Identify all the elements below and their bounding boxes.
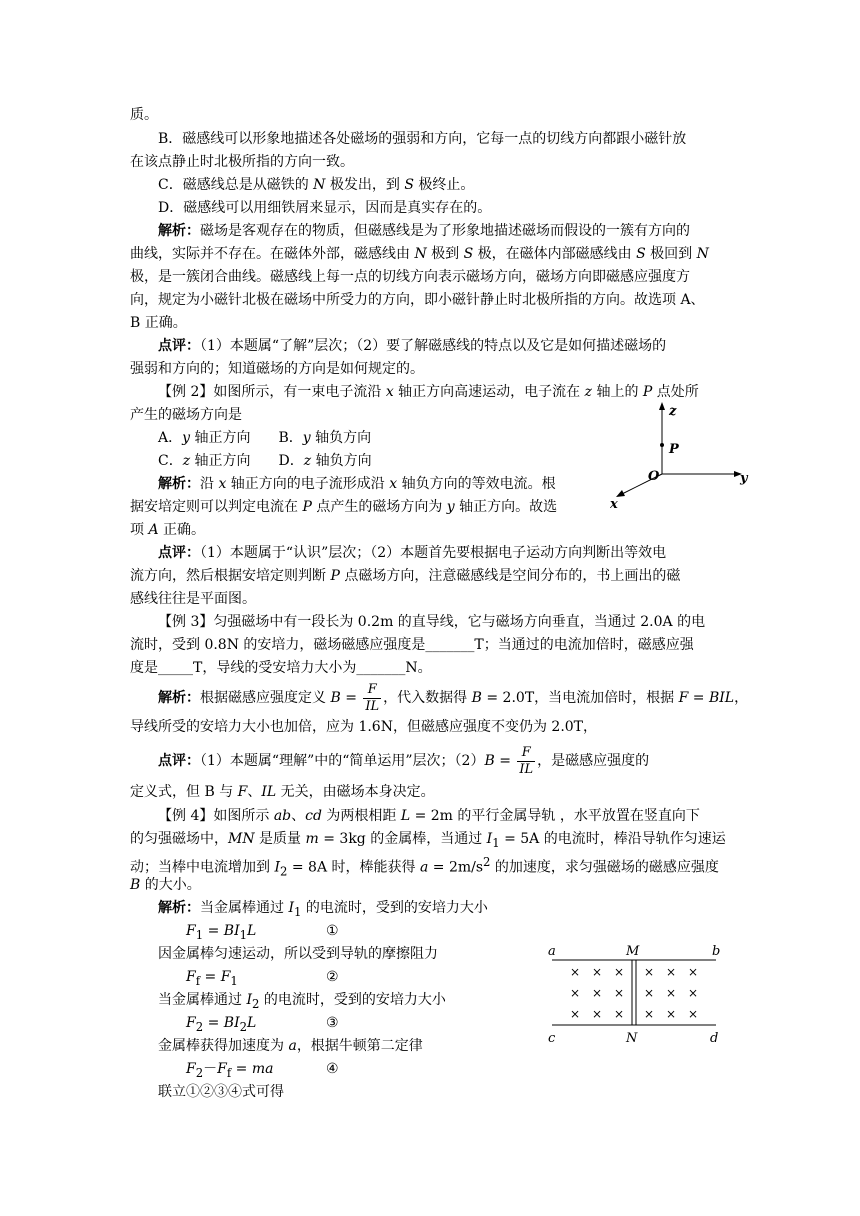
rails-figure bbox=[540, 938, 730, 1048]
label-a: a bbox=[548, 944, 556, 959]
label-d: d bbox=[710, 1031, 719, 1046]
text-line: 流方向，然后根据安培定则判断 P 点磁场方向，注意磁感线是空间分布的，书上画出的磁 bbox=[130, 568, 681, 584]
y-label: y bbox=[740, 471, 748, 486]
z-arrow bbox=[659, 402, 665, 410]
cross-mark: × bbox=[688, 965, 699, 979]
o-label: O bbox=[648, 469, 660, 484]
cross-mark: × bbox=[644, 986, 655, 1000]
z-label: z bbox=[669, 404, 677, 419]
text-line: 曲线，实际并不存在。在磁体外部，磁感线由 N 极到 S 极，在磁体内部磁感线由 S 极回到 N bbox=[130, 246, 709, 262]
fraction: $\frac{F}{IL}$ bbox=[365, 681, 380, 714]
option-c: C．磁感线总是从磁铁的 N 极发出，到 S 极终止。 bbox=[158, 177, 475, 193]
cross-mark: × bbox=[688, 986, 699, 1000]
text-line: 质。 bbox=[130, 107, 158, 123]
option-b: B．磁感线可以形象地描述各处磁场的强弱和方向，它每一点的切线方向都跟小磁针放 bbox=[158, 131, 687, 147]
cross-mark: × bbox=[666, 1007, 677, 1021]
cross-mark: × bbox=[644, 965, 655, 979]
cross-mark: × bbox=[614, 1007, 625, 1021]
text-line: 因金属棒匀速运动，所以受到导轨的摩擦阻力 bbox=[158, 946, 438, 962]
cross-mark: × bbox=[666, 986, 677, 1000]
options-ab: A．y 轴正方向 B．y 轴负方向 bbox=[158, 430, 372, 446]
text-line: 的匀强磁场中，MN 是质量 m = 3kg 的金属棒，当通过 $I_1 = 5A$ 的电流时，棒沿导轨作匀速运 bbox=[130, 831, 726, 850]
fraction: $\frac{F}{IL}$ bbox=[519, 744, 534, 777]
cross-mark: × bbox=[614, 986, 625, 1000]
cross-mark: × bbox=[592, 1007, 603, 1021]
text-line: 极，是一簇闭合曲线。磁感线上每一点的切线方向表示磁场方向，磁场方向即磁感应强度方 bbox=[130, 269, 690, 285]
option-d: D．磁感线可以用细铁屑来显示，因而是真实存在的。 bbox=[158, 200, 492, 216]
analysis-line: 解析：根据磁感应强度定义 B = $\frac{F}{IL}$ ，代入数据得 B = 2.0T，当电流加倍时，根据 F = BIL， bbox=[158, 681, 749, 714]
text-line: 项 A 正确。 bbox=[130, 522, 206, 538]
text-line: B 的大小。 bbox=[130, 877, 201, 893]
analysis-line: 解析：当金属棒通过 $I_1$ 的电流时，受到的安培力大小 bbox=[158, 900, 488, 919]
cross-mark: × bbox=[570, 986, 581, 1000]
cross-mark: × bbox=[666, 965, 677, 979]
text-line: 联立①②③④式可得 bbox=[158, 1084, 284, 1100]
cross-mark: × bbox=[688, 1007, 699, 1021]
text-line: 当金属棒通过 $I_2$ 的电流时，受到的安培力大小 bbox=[158, 992, 446, 1011]
text-line: 产生的磁场方向是 bbox=[130, 407, 242, 423]
text-line: 感线往往是平面图。 bbox=[130, 591, 256, 607]
equation-1: $F_1 = BI_1L$ ① bbox=[186, 923, 339, 942]
example-3-title: 【例 3】匀强磁场中有一段长为 0.2m 的直导线，它与磁场方向垂直，当通过 2.0A 的电 bbox=[158, 614, 706, 630]
text-line: 强弱和方向的；知道磁场的方向是如何规定的。 bbox=[130, 361, 424, 377]
cross-mark: × bbox=[644, 1007, 655, 1021]
label-m: M bbox=[626, 944, 640, 959]
equation-3: $F_2 = BI_2L$ ③ bbox=[186, 1015, 339, 1034]
text-line: 据安培定则可以判定电流在 P 点产生的磁场方向为 y 轴正方向。故选 bbox=[130, 499, 558, 515]
text-line: 动；当棒中电流增加到 $I_2 = 8A$ 时，棒能获得 $a = 2m/s^2$ 的加速度，求匀强磁场的磁感应强度 bbox=[130, 855, 719, 879]
text-line: 向，规定为小磁针北极在磁场中所受力的方向，即小磁针静止时北极所指的方向。故选项 A、 bbox=[130, 292, 705, 308]
comment-line: 点评：（1）本题属“了解”层次；（2）要了解磁感线的特点以及它是如何描述磁场的 bbox=[158, 338, 667, 354]
label-n: N bbox=[626, 1031, 638, 1046]
equation-4: $F_2-F_f$ = ma ④ bbox=[186, 1061, 339, 1080]
text-line: 定义式，但 B 与 F、IL 无关，由磁场本身决定。 bbox=[130, 784, 435, 800]
text-line: 金属棒获得加速度为 a，根据牛顿第二定律 bbox=[158, 1038, 423, 1054]
cross-mark: × bbox=[570, 1007, 581, 1021]
text-line: 流时，受到 0.8N 的安培力，磁场磁感应强度是_______T；当通过的电流加倍时，磁感应强 bbox=[130, 637, 694, 653]
cross-mark: × bbox=[592, 965, 603, 979]
point-p bbox=[660, 443, 664, 447]
text-line: B 正确。 bbox=[130, 315, 187, 331]
text-line: 导线所受的安培力大小也加倍，应为 1.6N，但磁感应强度不变仍为 2.0T， bbox=[130, 719, 598, 735]
axes-figure bbox=[610, 400, 760, 510]
analysis-line: 解析：磁场是客观存在的物质，但磁感线是为了形象地描述磁场而假设的一簇有方向的 bbox=[158, 223, 690, 239]
options-cd: C．z 轴正方向 D．z 轴负方向 bbox=[158, 453, 372, 469]
x-arrow bbox=[616, 490, 625, 497]
cross-mark: × bbox=[614, 965, 625, 979]
cross-mark: × bbox=[592, 986, 603, 1000]
analysis-line: 解析：沿 x 轴正方向的电子流形成沿 x 轴负方向的等效电流。根 bbox=[158, 476, 556, 492]
comment-line: 点评：（1）本题属“理解”中的“简单运用”层次；（2）B = $\frac{F}{IL}$ ，是磁感应强度的 bbox=[158, 744, 650, 777]
field-crosses bbox=[570, 965, 698, 1021]
text-line: 度是_____T，导线的受安培力大小为_______N。 bbox=[130, 660, 432, 676]
cross-mark: × bbox=[570, 965, 581, 979]
label-b: b bbox=[712, 944, 721, 959]
example-4-title: 【例 4】如图所示 ab、cd 为两根相距 L = 2m 的平行金属导轨 ，水平放置在竖直向下 bbox=[158, 808, 700, 824]
p-label: P bbox=[669, 442, 679, 457]
label-c: c bbox=[548, 1031, 556, 1046]
equation-2: $F_f = F_1$ ② bbox=[186, 969, 339, 988]
text-line: 在该点静止时北极所指的方向一致。 bbox=[130, 154, 354, 170]
x-label: x bbox=[610, 497, 618, 510]
example-2-title: 【例 2】如图所示，有一束电子流沿 x 轴正方向高速运动，电子流在 z 轴上的 P 点处所 bbox=[158, 384, 699, 400]
comment-line: 点评：（1）本题属于“认识”层次；（2）本题首先要根据电子运动方向判断出等效电 bbox=[158, 545, 667, 561]
